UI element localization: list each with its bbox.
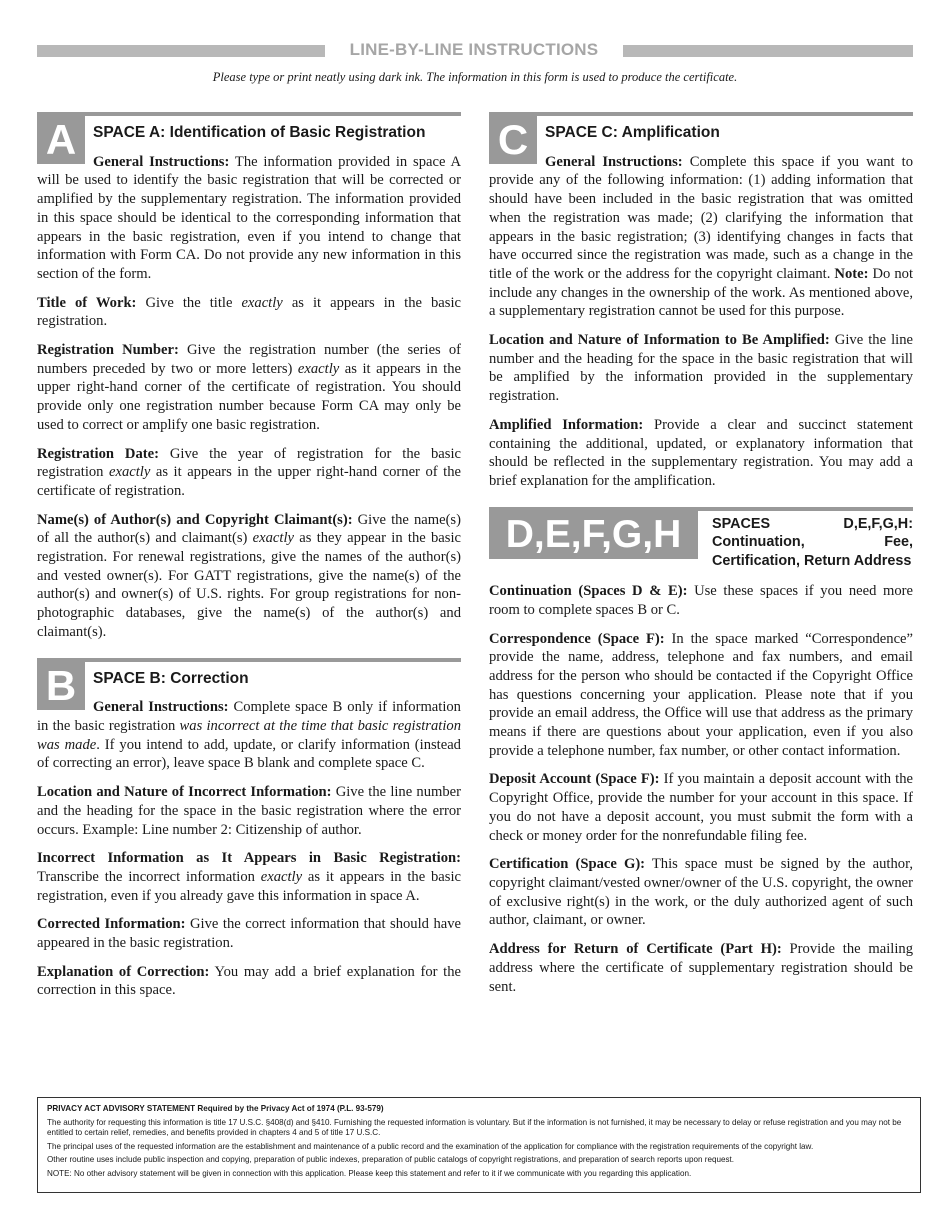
space-defgh-address: Address for Return of Certificate (Part H): Provide the mailing address where the certificate of supplementary registration should be sent. bbox=[489, 941, 913, 995]
space-c-general: General Instructions: Complete this space if you want to provide any of the following information: (1) adding information that should have been included in the basic registration that was omitted when the registration was made; (2) clarifying the information that appears in the basic registration; (3) identifying changes in facts that have occurred since the registration was made, such as a change in the title of the work or the address for the copyright claimant. Note: Do not include any changes in the ownership of the work. As mentioned above, a supplementary registration cannot be used for this purpose. bbox=[489, 153, 914, 320]
space-defgh-heading: SPACES D,E,F,G,H: Continuation, Fee, Certification, Return Address bbox=[712, 515, 913, 569]
space-a-general: General Instructions: The information provided in space A will be used to identify the basic registration that will be corrected or amplified by the supplementary registration. The information provided in this space should be identical to the corresponding information that appears in the basic registration, even if you intend to change that information with Form CA. Do not provide any new information in this section of the form. bbox=[37, 153, 461, 282]
space-c-section bbox=[489, 112, 913, 321]
space-defgh-deposit: Deposit Account (Space F): If you maintain a deposit account with the Copyright Office, provide the number for your account in this space. If you do not have a deposit account, you must submit the form with a check or money order for the nonrefundable filing fee. bbox=[489, 771, 913, 844]
space-b-location: Location and Nature of Incorrect Information: Give the line number and the heading for the space in the basic registration where the error occurs. Example: Line number 2: Citizenship of author. bbox=[37, 784, 461, 838]
left-column bbox=[37, 112, 461, 1010]
privacy-title: PRIVACY ACT ADVISORY STATEMENT Required by the Privacy Act of 1974 (P.L. 93-579) bbox=[47, 1104, 384, 1113]
space-a-registration-number: Registration Number: Give the registration number (the series of numbers preceded by two or more letters) exactly as it appears in the upper right-hand corner of the certificate of registration. You should provide only one registration number because Form CA may only be used to correct or amplify one basic registration. bbox=[37, 342, 461, 433]
space-b-corrected: Corrected Information: Give the correct information that should have appeared in the basic registration. bbox=[37, 916, 461, 952]
space-b-explanation: Explanation of Correction: You may add a brief explanation for the correction in this space. bbox=[37, 963, 461, 999]
space-a-heading: SPACE A: Identification of Basic Registration bbox=[93, 124, 426, 141]
space-c-location: Location and Nature of Information to Be Amplified: Give the line number and the heading for the space in the basic registration that will be amplified by the information provided in the supplementary registration. bbox=[489, 332, 913, 405]
space-a-names: Name(s) of Author(s) and Copyright Claimant(s): Give the name(s) of all the author(s) and claimant(s) exactly as they appear in the basic registration. For renewal registrations, give the names of the author(s) and vested owner(s). For GATT registrations, give the name(s) of the author(s) and owner(s) of U.S. rights. For group registrations for non-photographic databases, give the name(s) of the author(s) and claimant(s). bbox=[37, 511, 461, 640]
right-column bbox=[489, 112, 913, 1006]
space-b-incorrect: Incorrect Information as It Appears in Basic Registration: Transcribe the incorrect information exactly as it appears in the basic registration, even if you already gave this information in space A. bbox=[37, 850, 461, 904]
privacy-line-2: The principal uses of the requested information are the establishment and maintenance of a public record and the examination of the application for compliance with the registration requirements of the copyright law. bbox=[47, 1141, 814, 1151]
space-defgh-correspondence: Correspondence (Space F): In the space marked “Correspondence” provide the name, address, telephone and fax numbers, and email address for the person who should be contacted if the Copyright Office has questions concerning your application. Please note that if you provide an email address, the Office will use that address as the primary means if there are questions about your application, even if you also provide a telephone number, fax number, or other contact information. bbox=[489, 630, 913, 759]
space-a-title-of-work: Title of Work: Give the title exactly as it appears in the basic registration. bbox=[37, 294, 461, 330]
page-title: LINE-BY-LINE INSTRUCTIONS bbox=[349, 40, 599, 59]
header-rule-right bbox=[623, 45, 913, 57]
privacy-statement-box bbox=[37, 1097, 921, 1193]
space-b-letter-box: B bbox=[37, 662, 85, 710]
space-c-letter-box: C bbox=[489, 116, 537, 164]
space-c-amplified: Amplified Information: Provide a clear and succinct statement containing the additional, updated, or explanatory information that should be reflected in the supplementary registration. You may add a brief explanation for the amplification. bbox=[489, 416, 913, 489]
space-a-letter-box: A bbox=[37, 116, 85, 164]
space-defgh-continuation: Continuation (Spaces D & E): Use these spaces if you need more room to complete spaces B or C. bbox=[489, 583, 913, 618]
page-subtitle: Please type or print neatly using dark ink. The information in this form is used to produce the certificate. bbox=[212, 70, 738, 84]
privacy-line-1: The authority for requesting this information is title 17 U.S.C. §408(d) and §410. Furnishing the requested information is voluntary. But if the information is not furnished, it may be necessary to delay or refuse registration and you may not be entitled to certain relief, remedies, and benefits provided in chapters 4 and 5 of title 17 U.S.C. bbox=[47, 1117, 902, 1138]
space-b-general: General Instructions: Complete space B only if information in the basic registration was incorrect at the time that basic registration was made. If you intend to add, update, or clarify information (instead of correcting an error), leave space B blank and complete space C. bbox=[37, 699, 461, 772]
space-a-registration-date: Registration Date: Give the year of registration for the basic registration exactly as it appears in the upper right-hand corner of the certificate of registration. bbox=[37, 445, 461, 499]
space-defgh-certification: Certification (Space G): This space must be signed by the author, copyright claimant/vested owner/owner of the U.S. copyright, the owner of exclusive right(s) in the work, or the duly authorized agent of such author, claimant, or owner. bbox=[489, 856, 913, 929]
privacy-line-4: NOTE: No other advisory statement will be given in connection with this application. Please keep this statement and refer to it if we communicate with you regarding this application. bbox=[47, 1168, 692, 1178]
space-b-section bbox=[37, 658, 461, 774]
space-defgh-letter-box: D,E,F,G,H bbox=[489, 511, 698, 559]
header-rule-left bbox=[37, 45, 325, 57]
space-defgh-section bbox=[489, 507, 913, 583]
space-a-section bbox=[37, 112, 461, 284]
privacy-line-3: Other routine uses include public inspection and copying, preparation of public indexes, preparation of public catalogs of copyright registrations, and preparation of search reports upon request. bbox=[47, 1155, 735, 1165]
space-c-heading: SPACE C: Amplification bbox=[545, 124, 720, 141]
header-bar bbox=[37, 40, 913, 59]
space-b-heading: SPACE B: Correction bbox=[93, 669, 249, 687]
